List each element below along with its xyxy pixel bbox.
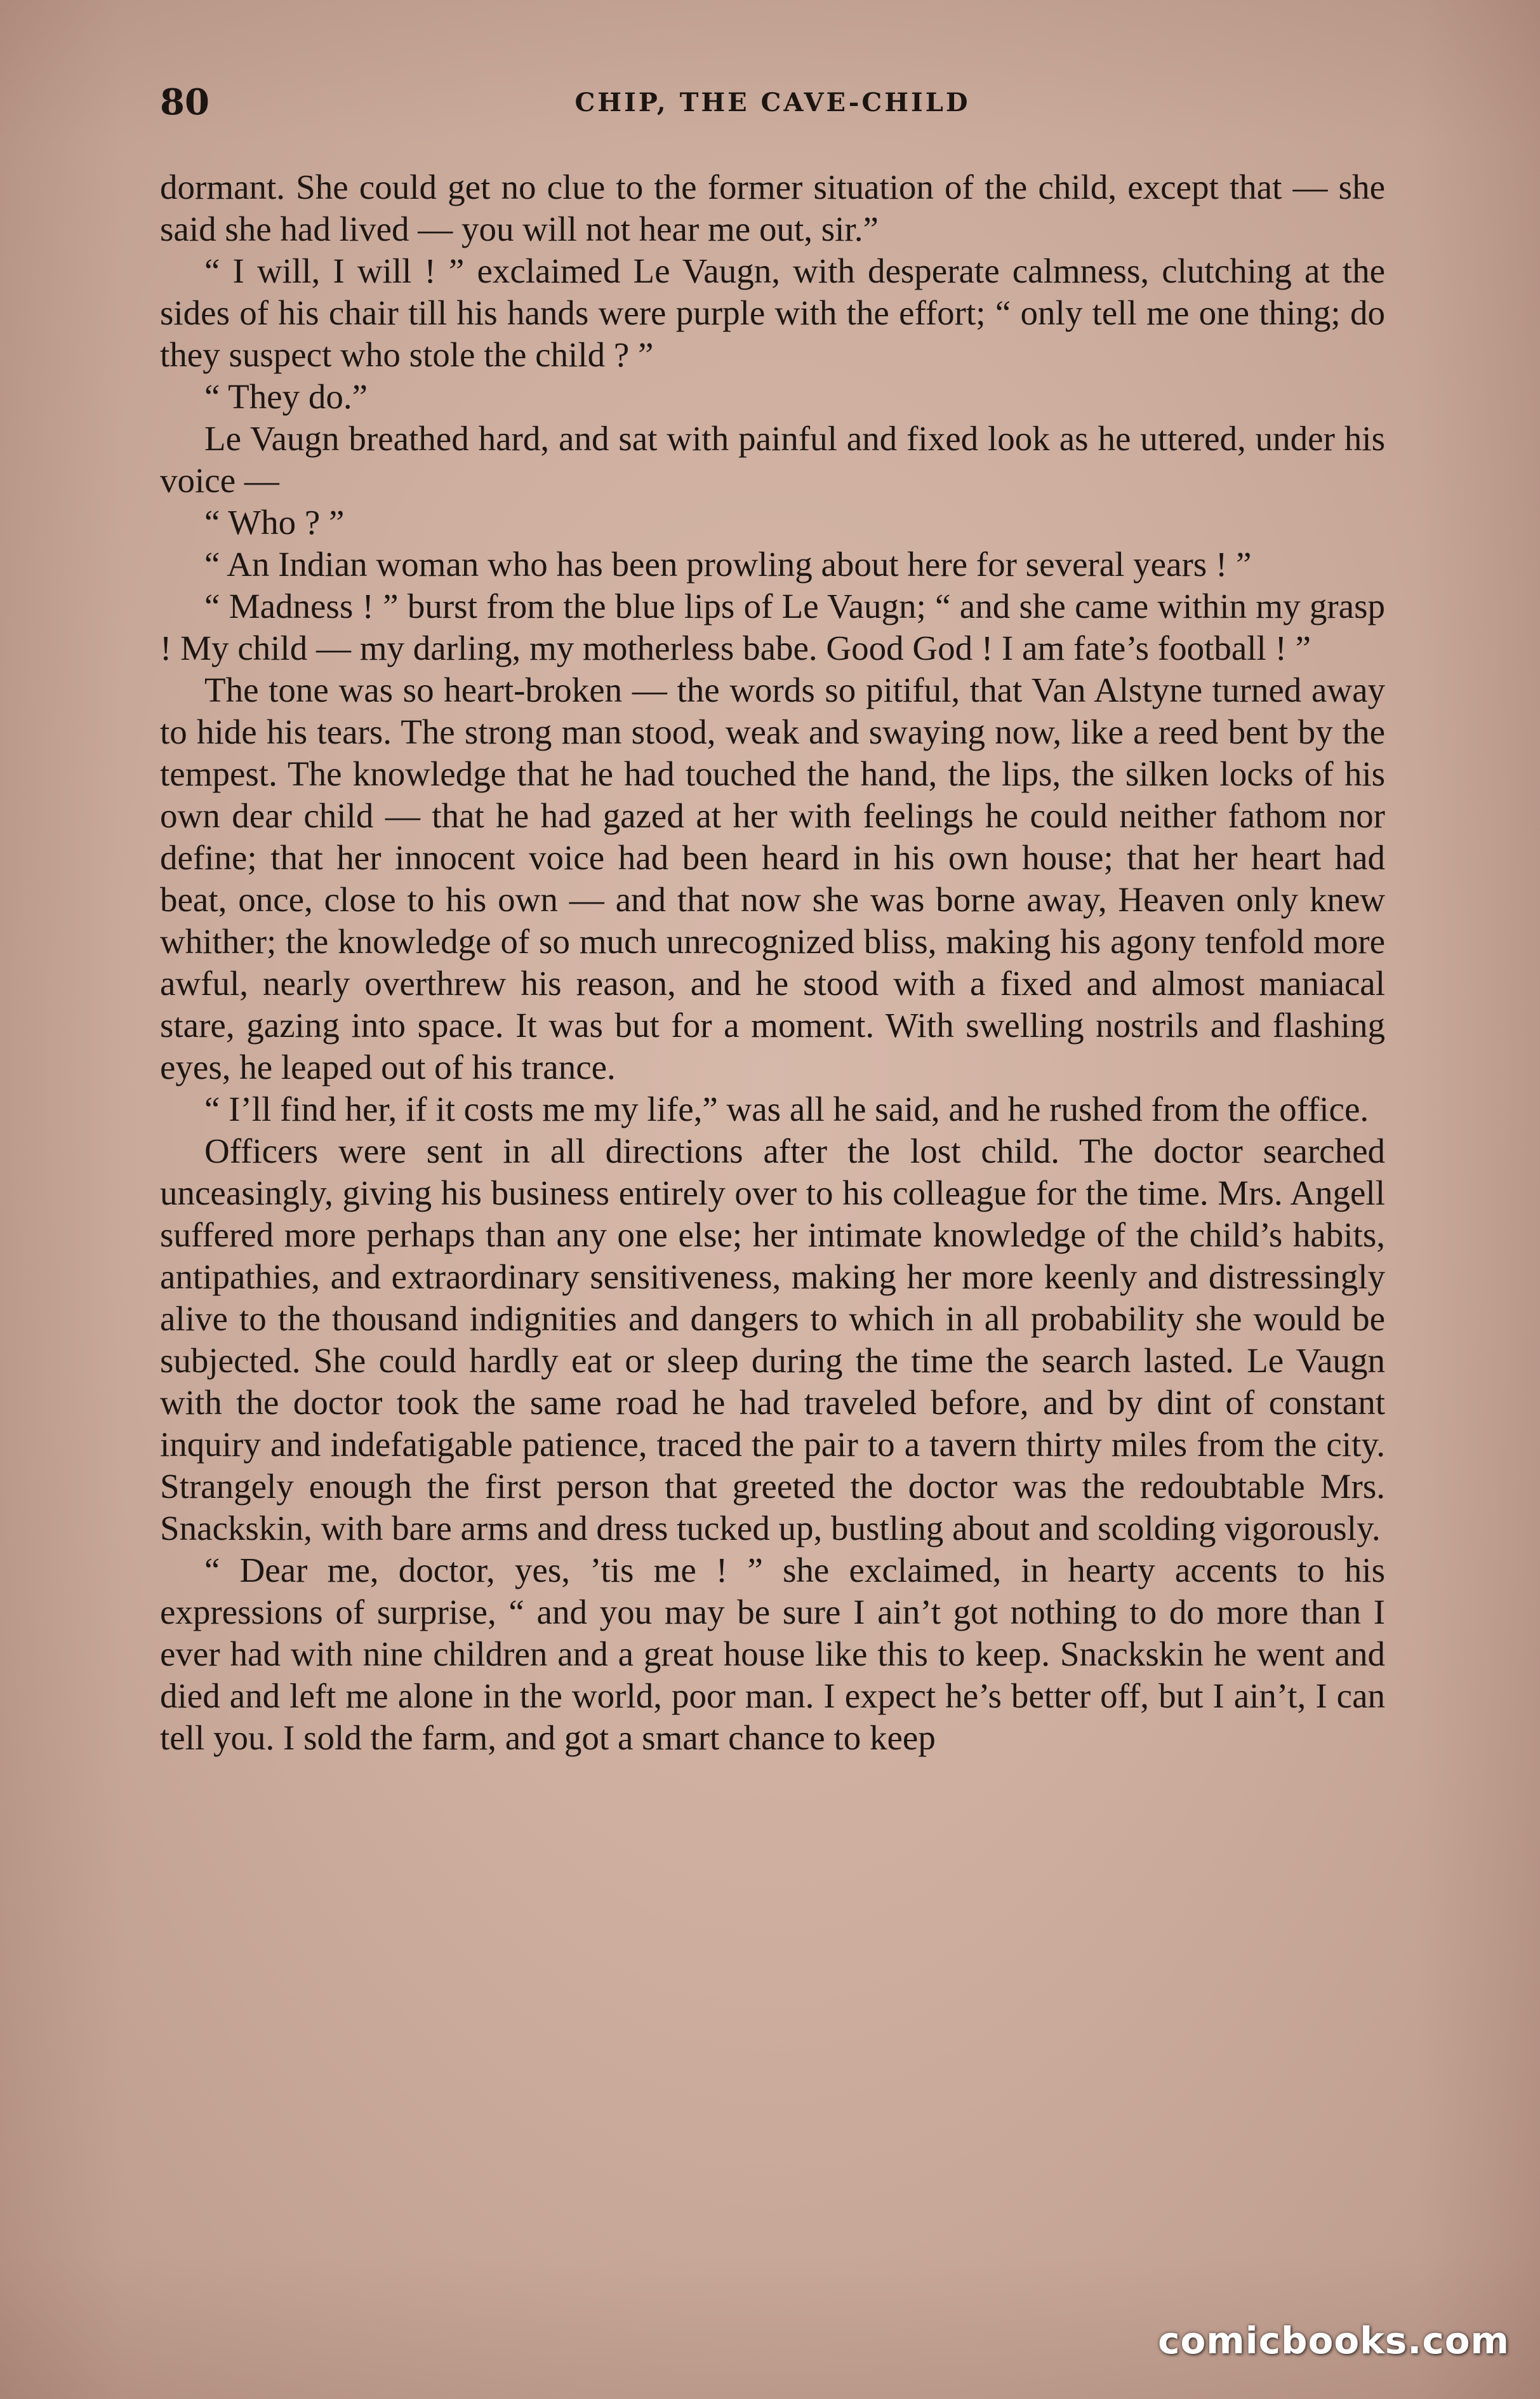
paragraph: “ Who ? ” — [204, 503, 345, 542]
page-number: 80 — [160, 81, 209, 123]
paragraph: dormant. She could get no clue to the former situation of the child, except that — she said she had lived — you will not hear me out, sir.” — [160, 168, 1385, 248]
watermark: comicbooks.com — [1158, 2319, 1510, 2362]
paragraph: “ I will, I will ! ” exclaimed Le Vaugn, with desperate calmness, clutching at the sides of his chair till his hands were purple with the effort; “ only tell me one thing; do they suspect who stole the child ? ” — [160, 251, 1385, 374]
page-header — [160, 81, 1385, 132]
paragraph: The tone was so heart-broken — the words so pitiful, that Van Alstyne turned away to hide his tears. The strong man stood, weak and swaying now, like a reed bent by the tempest. The knowledge that he had touched the hand, the lips, the silken locks of his own dear child — that he had gazed at her with feelings he could neither fathom nor define; that her innocent voice had been heard in his own house; that her heart had beat, once, close to his own — and that now she was borne away, Heaven only knew whither; the knowledge of so much unrecognized bliss, making his agony tenfold more awful, nearly overthrew his reason, and he stood with a fixed and almost maniacal stare, gazing into space. It was but for a moment. With swelling nostrils and flashing eyes, he leaped out of his trance. — [160, 671, 1385, 1086]
running-head: CHIP, THE CAVE-CHILD — [574, 88, 971, 117]
paragraph: Le Vaugn breathed hard, and sat with painful and fixed look as he uttered, under his voice — — [160, 419, 1385, 500]
paragraph: “ An Indian woman who has been prowling about here for several years ! ” — [204, 545, 1252, 584]
paragraph: “ They do.” — [204, 377, 368, 416]
paragraph: “ Dear me, doctor, yes, ’tis me ! ” she exclaimed, in hearty accents to his expressions of surprise, “ and you may be sure I ain’t got nothing to do more than I ever had with nine children and a great house like this to keep. Snackskin he went and died and left me alone in the world, poor man. I expect he’s better off, but I ain’t, I can tell you. I sold the farm, and got a smart chance to keep — [160, 1551, 1385, 1757]
paragraph: Officers were sent in all directions after the lost child. The doctor searched unceasingly, giving his business entirely over to his colleague for the time. Mrs. Angell suffered more perhaps than any one else; her intimate knowledge of the child’s habits, antipathies, and extraordinary sensitiveness, making her more keenly and distressingly alive to the thousand indignities and dangers to which in all probability she would be subjected. She could hardly eat or sleep during the time the search lasted. Le Vaugn with the doctor took the same road he had traveled before, and by dint of constant inquiry and indefatigable patience, traced the pair to a tavern thirty miles from the city. Strangely enough the first person that greeted the doctor was the redoubtable Mrs. Snackskin, with bare arms and dress tucked up, bustling about and scolding vigorously. — [160, 1132, 1385, 1547]
paragraph: “ I’ll find her, if it costs me my life,” was all he said, and he rushed from the office. — [204, 1090, 1369, 1128]
paragraph: “ Madness ! ” burst from the blue lips of Le Vaugn; “ and she came within my grasp ! My child — my darling, my motherless babe. Good God ! I am fate’s football ! ” — [160, 587, 1385, 667]
body-text — [160, 166, 1385, 1759]
